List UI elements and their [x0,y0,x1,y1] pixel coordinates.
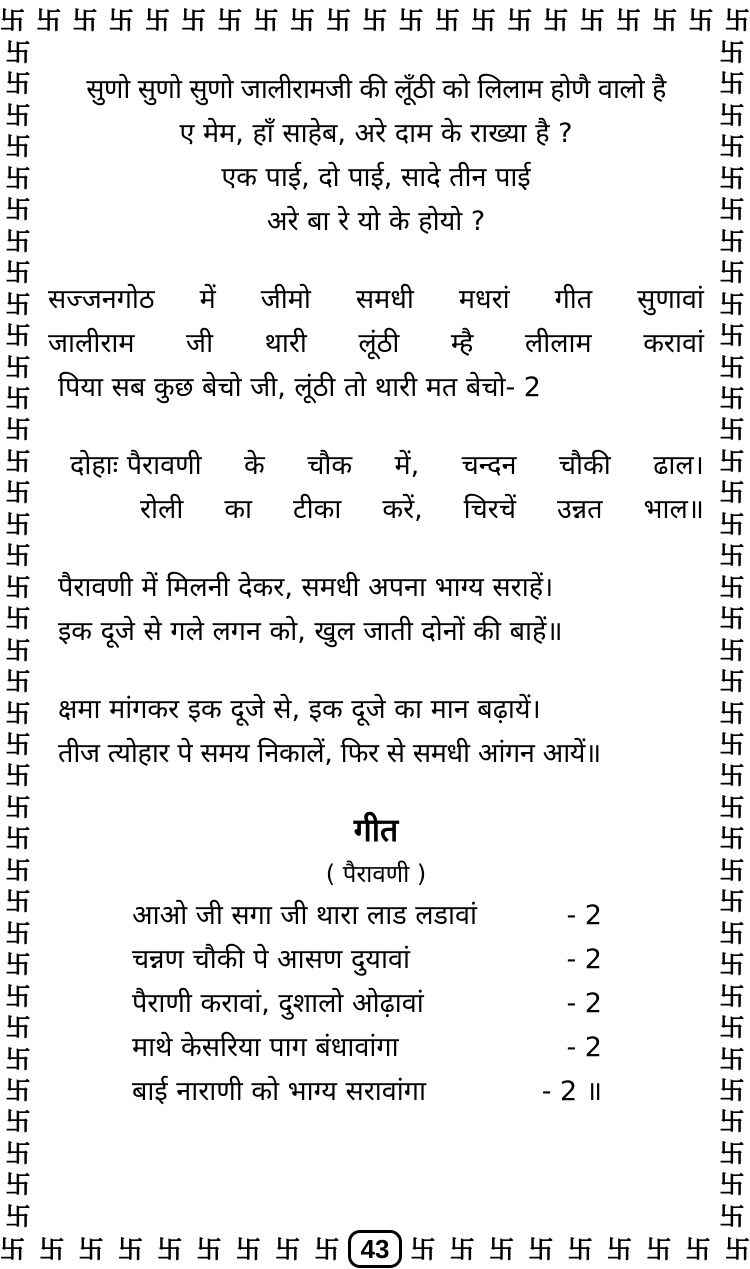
stanza-1 [48,278,704,410]
song-lyric: पैराणी करावां, दुशालो ओढ़ावां [132,988,424,1019]
border-bottom [0,1229,750,1269]
song-line [48,938,602,982]
swastika-icon: 卐 [5,1138,31,1168]
swastika-icon: 卐 [507,5,533,35]
swastika-icon: 卐 [5,1107,31,1137]
swastika-icon: 卐 [362,5,388,35]
swastika-icon: 卐 [719,1107,745,1137]
swastika-icon: 卐 [719,289,745,319]
swastika-icon: 卐 [719,195,745,225]
swastika-icon: 卐 [5,635,31,665]
word: लीलाम [524,328,592,359]
word: समधी [355,284,414,315]
swastika-icon: 卐 [719,415,745,445]
swastika-icon: 卐 [5,289,31,319]
swastika-icon: 卐 [724,5,750,35]
swastika-icon: 卐 [719,604,745,634]
swastika-icon: 卐 [181,5,207,35]
swastika-icon: 卐 [5,572,31,602]
intro-line: अरे बा रे यो के होयो ? [266,206,486,237]
song-lyric: आओ जी सगा जी थारा लाड लडावां [132,900,477,931]
swastika-icon: 卐 [719,163,745,193]
swastika-icon: 卐 [5,541,31,571]
swastika-icon: 卐 [719,258,745,288]
swastika-icon: 卐 [5,478,31,508]
swastika-icon: 卐 [144,5,170,35]
word: चौकी [558,450,611,481]
swastika-icon: 卐 [5,509,31,539]
swastika-icon: 卐 [449,1234,475,1264]
swastika-icon: 卐 [5,1044,31,1074]
word: रोली [140,494,184,525]
song-line [48,1070,602,1114]
swastika-icon: 卐 [471,5,497,35]
stanza-2 [48,566,704,654]
stanza-1-line-3: पिया सब कुछ बेचो जी, लूंठी तो थारी मत बेचो- 2 [58,372,541,403]
border-bottom-right [410,1234,750,1264]
swastika-icon: 卐 [253,5,279,35]
song-lyric: माथे केसरिया पाग बंधावांगा [132,1032,399,1063]
swastika-icon: 卐 [719,667,745,697]
swastika-icon: 卐 [5,981,31,1011]
swastika-icon: 卐 [410,1234,436,1264]
song-repeat: - 2 [566,1032,602,1063]
swastika-icon: 卐 [719,446,745,476]
swastika-icon: 卐 [719,1044,745,1074]
swastika-icon: 卐 [489,1234,515,1264]
swastika-icon: 卐 [607,1234,633,1264]
swastika-icon: 卐 [5,1075,31,1105]
swastika-icon: 卐 [719,40,745,67]
swastika-icon: 卐 [235,1234,261,1264]
word: उन्नत [556,494,603,525]
swastika-icon: 卐 [78,1234,104,1264]
swastika-icon: 卐 [5,132,31,162]
word: भाल॥ [643,494,704,525]
song-title: गीत [353,811,399,849]
word: गीत [554,284,593,315]
swastika-icon: 卐 [719,855,745,885]
swastika-icon: 卐 [5,226,31,256]
swastika-icon: 卐 [719,572,745,602]
song-repeat: - 2 ॥ [541,1076,602,1107]
swastika-icon: 卐 [685,1234,711,1264]
swastika-icon: 卐 [5,887,31,917]
swastika-icon: 卐 [719,981,745,1011]
swastika-icon: 卐 [326,5,352,35]
swastika-icon: 卐 [5,918,31,948]
swastika-icon: 卐 [719,918,745,948]
doha-line-2 [48,488,704,532]
song-subtitle: ( पैरावणी ) [325,860,427,888]
stanza-3-line: क्षमा मांगकर इक दूजे से, इक दूजे का मान बढ़ायें। [58,694,541,725]
stanza-2-line: इक दूजे से गले लगन को, खुल जाती दोनों की बाहें॥ [58,616,563,647]
swastika-icon: 卐 [719,887,745,917]
word: टीका [293,494,342,525]
swastika-icon: 卐 [579,5,605,35]
word: लूंठी [358,328,400,359]
swastika-icon: 卐 [543,5,569,35]
swastika-icon: 卐 [719,1075,745,1105]
swastika-icon: 卐 [719,226,745,256]
swastika-icon: 卐 [719,761,745,791]
swastika-icon: 卐 [719,950,745,980]
swastika-icon: 卐 [289,5,315,35]
swastika-icon: 卐 [719,1138,745,1168]
swastika-icon: 卐 [5,446,31,476]
swastika-icon: 卐 [5,729,31,759]
swastika-icon: 卐 [719,478,745,508]
swastika-icon: 卐 [719,729,745,759]
swastika-icon: 卐 [719,824,745,854]
border-left [0,40,36,1229]
word: में, [394,450,420,481]
swastika-icon: 卐 [5,415,31,445]
word: चौक [307,450,353,481]
word: के [244,450,265,481]
swastika-icon: 卐 [615,5,641,35]
swastika-icon: 卐 [5,824,31,854]
border-bottom-left [0,1234,340,1264]
swastika-icon: 卐 [5,1170,31,1200]
swastika-icon: 卐 [688,5,714,35]
word: ढाल। [653,450,704,481]
page-content [48,68,704,1114]
swastika-icon: 卐 [117,1234,143,1264]
word: सुणावां [637,284,704,315]
swastika-icon: 卐 [314,1234,340,1264]
swastika-icon: 卐 [5,100,31,130]
swastika-icon: 卐 [39,1234,65,1264]
swastika-icon: 卐 [719,635,745,665]
word: का [224,494,253,525]
intro-line: एक पाई, दो पाई, सादे तीन पाई [221,162,531,193]
swastika-icon: 卐 [157,1234,183,1264]
swastika-icon: 卐 [5,1013,31,1043]
song-repeat: - 2 [566,900,602,931]
swastika-icon: 卐 [719,1013,745,1043]
swastika-icon: 卐 [72,5,98,35]
word: जीमो [260,284,311,315]
swastika-icon: 卐 [5,792,31,822]
stanza-3 [48,688,704,776]
stanza-1-line-1 [48,278,704,322]
page-number: 43 [348,1230,403,1268]
word: जी [186,328,214,359]
swastika-icon: 卐 [5,69,31,99]
border-top [0,0,750,40]
song-lyric: बाई नाराणी को भाग्य सरावांगा [132,1076,426,1107]
doha-block [48,444,704,532]
swastika-icon: 卐 [217,5,243,35]
border-right [714,40,750,1229]
word: सज्जनगोठ [48,284,155,315]
word: म्है [450,328,474,359]
song-block [48,806,704,1114]
word: में [199,284,216,315]
swastika-icon: 卐 [719,352,745,382]
word: दोहाः पैरावणी [70,450,202,481]
swastika-icon: 卐 [108,5,134,35]
swastika-icon: 卐 [5,667,31,697]
swastika-icon: 卐 [5,321,31,351]
stanza-1-line-2 [48,322,704,366]
swastika-icon: 卐 [652,5,678,35]
word: चन्दन [461,450,517,481]
swastika-icon: 卐 [5,195,31,225]
swastika-icon: 卐 [275,1234,301,1264]
word: चिरचें [463,494,516,525]
swastika-icon: 卐 [5,383,31,413]
swastika-icon: 卐 [528,1234,554,1264]
swastika-icon: 卐 [719,698,745,728]
stanza-2-line: पैरावणी में मिलनी देकर, समधी अपना भाग्य सराहें। [58,572,554,603]
song-repeat: - 2 [566,988,602,1019]
swastika-icon: 卐 [724,1234,750,1264]
swastika-icon: 卐 [646,1234,672,1264]
swastika-icon: 卐 [5,698,31,728]
swastika-icon: 卐 [719,69,745,99]
word: जालीराम [48,328,135,359]
swastika-icon: 卐 [36,5,62,35]
song-repeat: - 2 [566,944,602,975]
swastika-icon: 卐 [0,1234,26,1264]
word: करावां [643,328,704,359]
swastika-icon: 卐 [719,321,745,351]
swastika-icon: 卐 [5,352,31,382]
swastika-icon: 卐 [719,383,745,413]
swastika-icon: 卐 [5,258,31,288]
swastika-icon: 卐 [719,100,745,130]
song-line [48,894,602,938]
swastika-icon: 卐 [196,1234,222,1264]
swastika-icon: 卐 [719,541,745,571]
song-line [48,1026,602,1070]
stanza-3-line: तीज त्योहार पे समय निकालें, फिर से समधी आंगन आयें॥ [58,738,601,769]
swastika-icon: 卐 [398,5,424,35]
word: थारी [264,328,307,359]
word: करें, [382,494,423,525]
swastika-icon: 卐 [5,950,31,980]
swastika-icon: 卐 [5,40,31,67]
swastika-icon: 卐 [719,132,745,162]
swastika-icon: 卐 [719,792,745,822]
swastika-icon: 卐 [5,855,31,885]
word: मधरां [458,284,510,315]
swastika-icon: 卐 [0,5,26,35]
swastika-icon: 卐 [5,761,31,791]
doha-line-1 [48,444,704,488]
swastika-icon: 卐 [567,1234,593,1264]
swastika-icon: 卐 [434,5,460,35]
swastika-icon: 卐 [5,163,31,193]
swastika-icon: 卐 [5,1201,31,1229]
swastika-icon: 卐 [5,604,31,634]
intro-block [48,68,704,244]
swastika-icon: 卐 [719,509,745,539]
intro-line: सुणो सुणो सुणो जालीरामजी की लूँठी को लिलाम होणै वालो है [86,74,666,105]
swastika-icon: 卐 [719,1201,745,1229]
intro-line: ए मेम, हाँ साहेब, अरे दाम के राख्या है ? [179,118,573,149]
song-line [48,982,602,1026]
song-lyric: चन्नण चौकी पे आसण दुयावां [132,944,410,975]
swastika-icon: 卐 [719,1170,745,1200]
